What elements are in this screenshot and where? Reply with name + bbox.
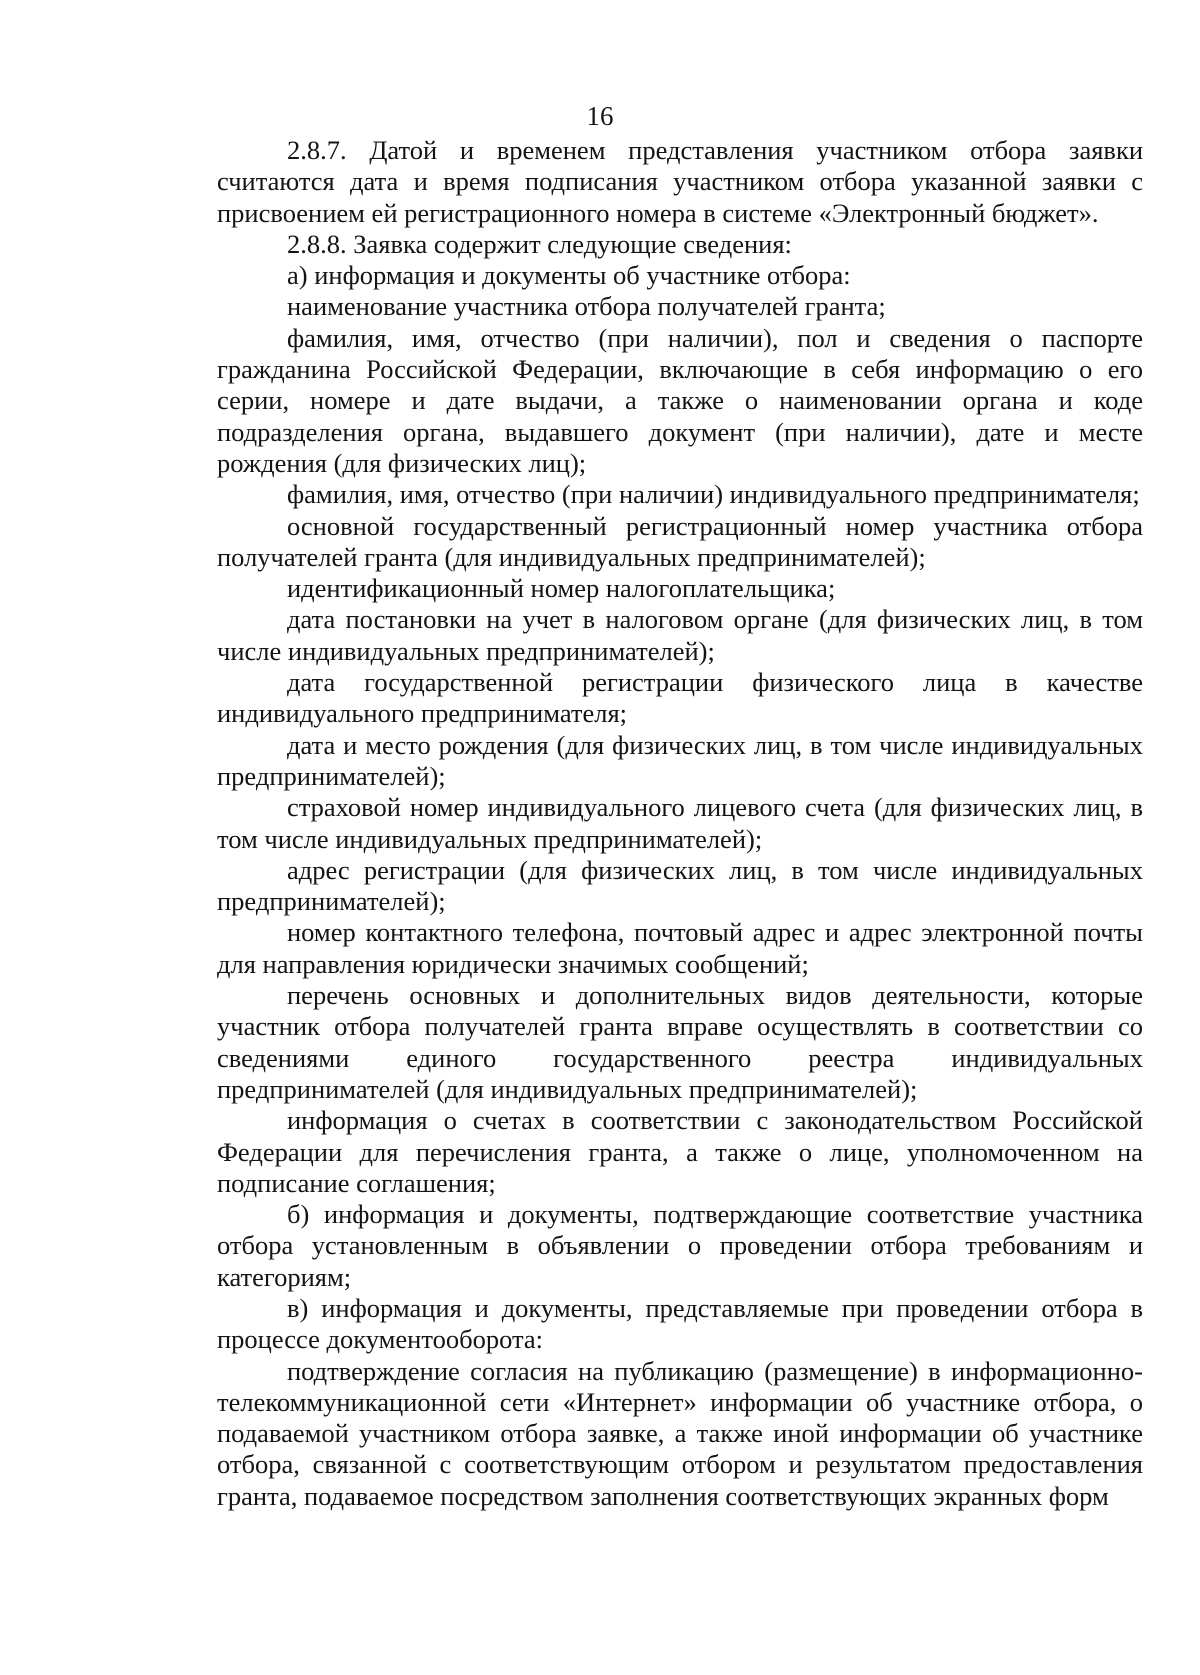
paragraph-participant-name: наименование участника отбора получателей гранта; xyxy=(287,291,886,322)
paragraph-activities-list: перечень основных и дополнительных видов деятельности, которые участник отбора получателей гранта вправе осуществлять в соответствии со сведениями единого государственного реестра индивидуальных предпринимателей (для индивидуальных предпринимателей); xyxy=(217,980,1143,1104)
paragraph-entrepreneur-name: фамилия, имя, отчество (при наличии) индивидуального предпринимателя; xyxy=(287,479,1140,510)
paragraph-2-8-7: 2.8.7. Датой и временем представления участником отбора заявки считаются дата и время подписания участником отбора указанной заявки с присвоением ей регистрационного номера в системе «Электронный бюджет». xyxy=(217,135,1143,228)
paragraph-registration-address: адрес регистрации (для физических лиц, в том числе индивидуальных предпринимателей); xyxy=(217,854,1143,917)
paragraph-ogrn: основной государственный регистрационный номер участника отбора получателей гранта (для индивидуальных предпринимателей); xyxy=(217,510,1143,572)
paragraph-birth-date-place: дата и место рождения (для физических лиц, в том числе индивидуальных предпринимателей); xyxy=(217,729,1143,791)
document-body xyxy=(217,135,1143,1512)
paragraph-passport-details: фамилия, имя, отчество (при наличии), пол и сведения о паспорте гражданина Российской Федерации, включающие в себя информацию о его серии, номере и дате выдачи, а также о наименовании органа и коде подразделения органа, выдавшего документ (при наличии), дате и месте рождения (для физических лиц); xyxy=(217,322,1143,478)
paragraph-item-a: а) информация и документы об участнике отбора: xyxy=(287,260,851,291)
paragraph-item-b: б) информация и документы, подтверждающие соответствие участника отбора установленным в объявлении о проведении отбора требованиям и категориям; xyxy=(217,1199,1143,1292)
paragraph-2-8-8: 2.8.8. Заявка содержит следующие сведения: xyxy=(287,228,792,259)
paragraph-inn: идентификационный номер налогоплательщика; xyxy=(287,573,836,604)
paragraph-snils: страховой номер индивидуального лицевого счета (для физических лиц, в том числе индивидуальных предпринимателей); xyxy=(217,792,1143,854)
paragraph-item-v: в) информация и документы, представляемые при проведении отбора в процессе документооборота: xyxy=(217,1292,1143,1355)
paragraph-tax-registration-date: дата постановки на учет в налоговом органе (для физических лиц, в том числе индивидуальных предпринимателей); xyxy=(217,604,1143,666)
paragraph-contacts: номер контактного телефона, почтовый адрес и адрес электронной почты для направления юридически значимых сообщений; xyxy=(217,917,1143,979)
paragraph-bank-accounts: информация о счетах в соответствии с законодательством Российской Федерации для перечисления гранта, а также о лице, уполномоченном на подписание соглашения; xyxy=(217,1105,1143,1198)
paragraph-publication-consent: подтверждение согласия на публикацию (размещение) в информационно-телекоммуникационной сети «Интернет» информации об участнике отбора, о подаваемой участником отбора заявке, а также иной информации об участнике отбора, связанной с соответствующим отбором и результатом предоставления гранта, подаваемое посредством заполнения соответствующих экранных форм xyxy=(217,1355,1143,1511)
paragraph-state-registration-date: дата государственной регистрации физического лица в качестве индивидуального предпринимателя; xyxy=(217,667,1143,729)
page-number: 16 xyxy=(586,101,614,131)
